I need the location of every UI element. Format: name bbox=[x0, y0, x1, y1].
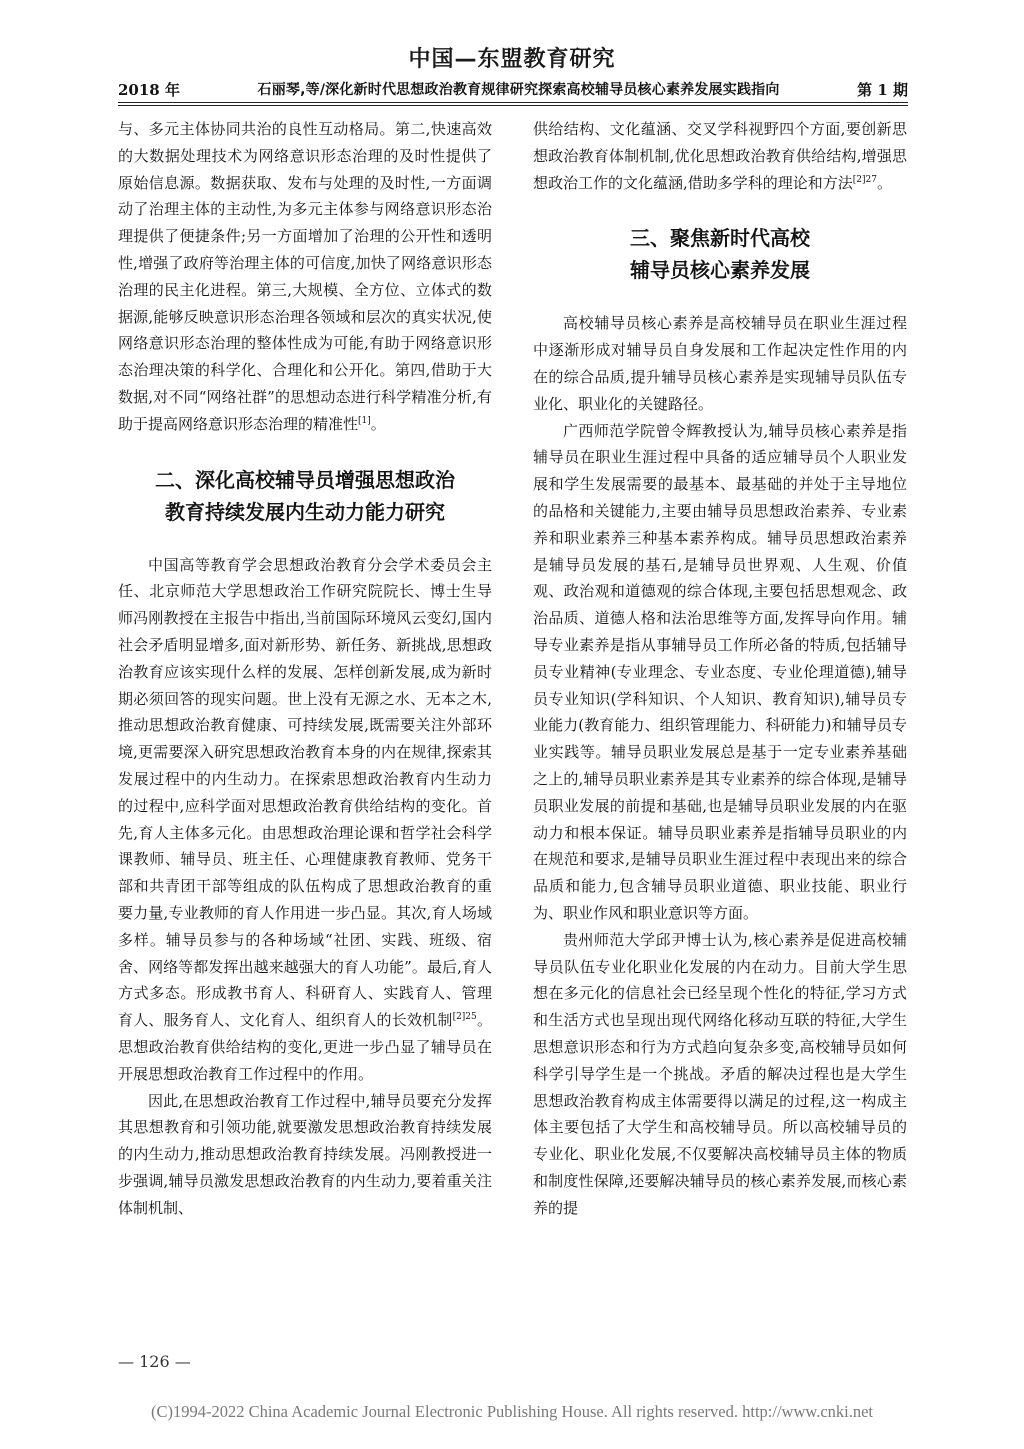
journal-title: 中国—东盟教育研究 bbox=[408, 47, 616, 72]
header-issue: 第 1 期 bbox=[857, 80, 908, 99]
paragraph: 中国高等教育学会思想政治教育分会学术委员会主任、北京师范大学思想政治工作研究院院长、博士生导师冯刚教授在主报告中指出,当前国际环境风云变幻,国内社会矛盾明显增多,面对新形势、新任务、新挑战,思想政治教育应该实现什么样的发展、怎样创新发展,成为新时期必须回答的现实问题。世上没有无源之水、无本之木,推动思想政治教育健康、可持续发展,既需要关注外部环境,更需要深入研究思想政治教育本身的内在规律,探索其发展过程中的内生动力。在探索思想政治教育内生动力的过程中,应科学面对思想政治教育供给结构的变化。首先,育人主体多元化。由思想政治理论课和哲学社会科学课教师、辅导员、班主任、心理健康教育教师、党务干部和共青团干部等组成的队伍构成了思想政治教育的重要力量,专业教师的育人作用进一步凸显。其次,育人场域多样。辅导员参与的各种场域“社团、实践、班级、宿舍、网络等都发挥出越来越强大的育人功能”。最后,育人方式多态。形成教书育人、科研育人、实践育人、管理育人、服务育人、文化育人、组织育人的长效机制$^{[2]25}$。思想政治教育供给结构的变化,更进一步凸显了辅导员在开展思想政治教育工作过程中的作用。 bbox=[118, 555, 492, 1083]
citation: [2]27 bbox=[852, 174, 877, 185]
paragraph: 高校辅导员核心素养是高校辅导员在职业生涯过程中逐渐形成对辅导员自身发展和工作起决定性作用的内在的综合品质,提升辅导员核心素养是实现辅导员队伍专业化、职业化的关键路径。 bbox=[533, 314, 907, 413]
paragraph: 因此,在思想政治教育工作过程中,辅导员要充分发挥其思想教育和引领功能,就要激发思想政治教育持续发展的内生动力,推动思想政治教育持续发展。冯刚教授进一步强调,辅导员激发思想政治教育的内生动力,要着重关注体制机制、 bbox=[118, 1091, 492, 1217]
section-heading-2: 二、深化高校辅导员增强思想政治 教育持续发展内生动力能力研究 bbox=[155, 467, 455, 524]
header-year: 2018 年 bbox=[118, 80, 180, 99]
paragraph: 供给结构、文化蕴涵、交叉学科视野四个方面,要创新思想政治教育体制机制,优化思想政治教育供给结构,增强思想政治工作的文化蕴涵,借助多学科的理论和方法$^{[2]27}$。 bbox=[533, 120, 907, 192]
right-column bbox=[533, 116, 907, 1221]
left-column bbox=[118, 116, 492, 1221]
paragraph: 广西师范学院曾令辉教授认为,辅导员核心素养是指辅导员在职业生涯过程中具备的适应辅导员个人职业发展和学生发展需要的最基本、最基础的并处于主导地位的品格和关键能力,主要由辅导员思想政治素养、专业素养和职业素养三种基本素养构成。辅导员思想政治素养是辅导员发展的基石,是辅导员世界观、人生观、价值观、政治观和道德观的综合体现,主要包括思想观念、政治品质、道德人格和法治思维等方面,发挥导向作用。辅导专业素养是指从事辅导员工作所必备的特质,包括辅导员专业精神(专业理念、专业态度、专业伦理道德),辅导员专业知识(学科知识、个人知识、教育知识),辅导员专业能力(教育能力、组织管理能力、科研能力)和辅导员专业实践等。辅导员职业发展总是基于一定专业素养基础之上的,辅导员职业素养是其专业素养的综合体现,是辅导员职业发展的前提和基础,也是辅导员职业发展的内在驱动力和根本保证。辅导员职业素养是指辅导员职业的内在规范和要求,是辅导员职业生涯过程中表现出来的综合品质和能力,包含辅导员职业道德、职业技能、职业行为、职业作风和职业意识等方面。 bbox=[533, 421, 907, 922]
running-header bbox=[118, 78, 908, 100]
copyright-notice: (C)1994-2022 China Academic Journal Electronic Publishing House. All rights reserved. http://www.cnki.net bbox=[150, 1402, 874, 1421]
citation: [1] bbox=[358, 415, 371, 426]
page-number: — 126 — bbox=[118, 1352, 191, 1371]
header-article-title: 石丽琴,等/深化新时代思想政治教育规律研究探索高校辅导员核心素养发展实践指向 bbox=[257, 82, 780, 98]
header-rule-top bbox=[118, 102, 908, 103]
paragraph: 贵州师范大学邱尹博士认为,核心素养是促进高校辅导员队伍专业化职业化发展的内在动力。目前大学生思想在多元化的信息社会已经呈现个性化的特征,学习方式和生活方式也呈现出现代网络化移动互联的特征,大学生思想意识形态和行为方式趋向复杂多变,高校辅导员如何科学引导学生是一个挑战。矛盾的解决过程也是大学生思想政治教育构成主体需要得以满足的过程,这一构成主体主要包括了大学生和高校辅导员。所以高校辅导员的专业化、职业化发展,不仅要解决高校辅导员主体的物质和制度性保障,还要解决辅导员的核心素养发展,而核心素养的提 bbox=[533, 930, 907, 1217]
header-rule-bottom bbox=[118, 105, 908, 106]
citation: [2]25 bbox=[452, 1012, 477, 1023]
section-heading-3: 三、聚焦新时代高校 辅导员核心素养发展 bbox=[630, 226, 810, 283]
paragraph: 与、多元主体协同共治的良性互动格局。第二,快速高效的大数据处理技术为网络意识形态治理的及时性提供了原始信息源。数据获取、发布与处理的及时性,一方面调动了治理主体的主动性,为多元主体参与网络意识形态治理提供了便捷条件;另一方面增加了治理的公开性和透明性,增强了政府等治理主体的可信度,加快了网络意识形态治理的民主化进程。第三,大规模、全方位、立体式的数据源,能够反映意识形态治理各领域和层次的真实状况,使网络意识形态治理的整体性成为可能,有助于网络意识形态治理决策的科学化、合理化和公开化。第四,借助于大数据,对不同“网络社群”的思想动态进行科学精准分析,有助于提高网络意识形态治理的精准性[1]。 bbox=[118, 120, 492, 433]
